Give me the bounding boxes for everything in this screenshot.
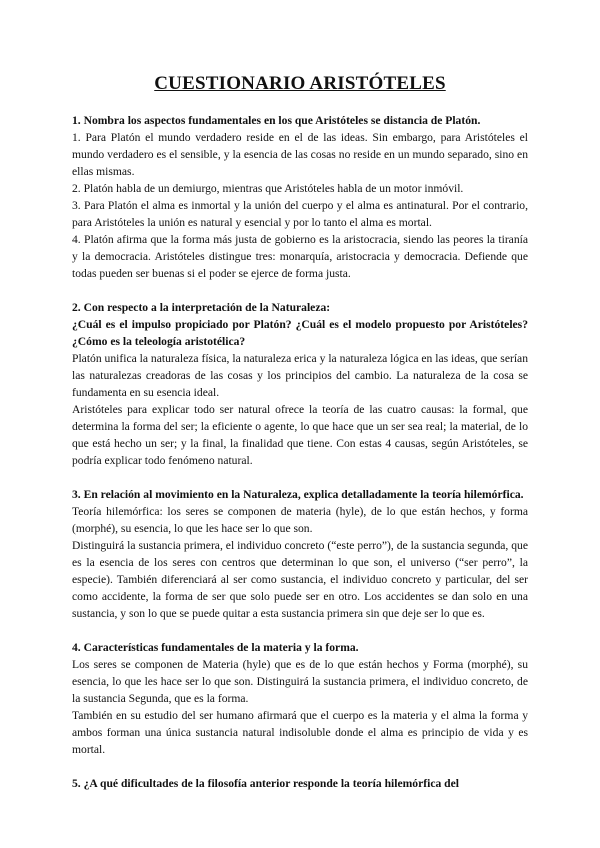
answer-4-paragraph-1: Los seres se componen de Materia (hyle) que es de lo que están hechos y Forma (morphé), su esencia, lo que les hace ser lo que son. Distinguirá la sustancia primera, el individuo concreto, de la sustancia Segunda, que es la forma. xyxy=(72,658,528,705)
answer-2-paragraph-1: Platón unifica la naturaleza física, la naturaleza erica y la naturaleza lógica en las ideas, que serían las naturalezas creadoras de las cosas y los principios del cambio. La naturaleza de la cosa se fundamenta en su esencia ideal. xyxy=(72,352,528,399)
answer-1-paragraph-4: 4. Platón afirma que la forma más justa de gobierno es la aristocracia, siendo las peores la tiranía y la democracia. Aristóteles distingue tres: monarquía, aristocracia y democracia. Defiende que todas pueden ser buenas si el poder se ejerce de forma justa. xyxy=(72,233,528,280)
section-1 xyxy=(72,112,528,282)
answer-3-paragraph-2: Distinguirá la sustancia primera, el individuo concreto (“este perro”), de la sustancia segunda, que es la esencia de los seres con centros que determinan lo que son, el universo (“ser perro”, la especie). También diferenciará al ser como sustancia, el individuo concreto y particular, del ser como accidente, la forma de ser que solo puede ser en otro. Los accidentes se dan solo en una sustancia, y son lo que se puede quitar a esta sustancia primera sin que deje ser lo que es. xyxy=(72,539,528,620)
answer-4-paragraph-2: También en su estudio del ser humano afirmará que el cuerpo es la materia y el alma la forma y ambos forman una única sustancia natural indisoluble donde el alma es principio de vida y es mortal. xyxy=(72,709,528,756)
question-2-subquestion: ¿Cuál es el impulso propiciado por Platón? ¿Cuál es el modelo propuesto por Aristóteles? ¿Cómo es la teleología aristotélica? xyxy=(72,318,528,348)
answer-2-paragraph-2: Aristóteles para explicar todo ser natural ofrece la teoría de las cuatro causas: la formal, que determina la forma del ser; la eficiente o agente, lo que hace que un ser sea real; la material, de lo que está hecho un ser; y la final, la finalidad que tiene. Con estas 4 causas, según Aristóteles, se podría explicar todo fenómeno natural. xyxy=(72,403,528,467)
answer-3-paragraph-1: Teoría hilemórfica: los seres se componen de materia (hyle), de lo que están hechos, y forma (morphé), su esencia, lo que les hace ser lo que son. xyxy=(72,505,528,535)
answer-1-paragraph-2: 2. Platón habla de un demiurgo, mientras que Aristóteles habla de un motor inmóvil. xyxy=(72,182,464,195)
answer-1-paragraph-3: 3. Para Platón el alma es inmortal y la unión del cuerpo y el alma es antinatural. Por el contrario, para Aristóteles la unión es natural y esencial y por lo tanto el alma es mortal. xyxy=(72,199,528,229)
section-2 xyxy=(72,299,528,469)
document-page xyxy=(72,72,528,809)
section-4 xyxy=(72,639,528,758)
section-5 xyxy=(72,775,528,792)
question-3-heading: 3. En relación al movimiento en la Naturaleza, explica detalladamente la teoría hilemórfica. xyxy=(72,488,524,501)
question-2-heading: 2. Con respecto a la interpretación de la Naturaleza: xyxy=(72,301,331,314)
question-1-heading: 1. Nombra los aspectos fundamentales en los que Aristóteles se distancia de Platón. xyxy=(72,114,481,127)
section-3 xyxy=(72,486,528,622)
document-title: CUESTIONARIO ARISTÓTELES xyxy=(154,73,446,94)
question-4-heading: 4. Características fundamentales de la materia y la forma. xyxy=(72,641,359,654)
answer-1-paragraph-1: 1. Para Platón el mundo verdadero reside en el de las ideas. Sin embargo, para Aristóteles el mundo verdadero es el sensible, y la esencia de las cosas no reside en un mundo separado, sino en ellas mismas. xyxy=(72,131,528,178)
question-5-heading: 5. ¿A qué dificultades de la filosofía anterior responde la teoría hilemórfica del xyxy=(72,777,459,790)
